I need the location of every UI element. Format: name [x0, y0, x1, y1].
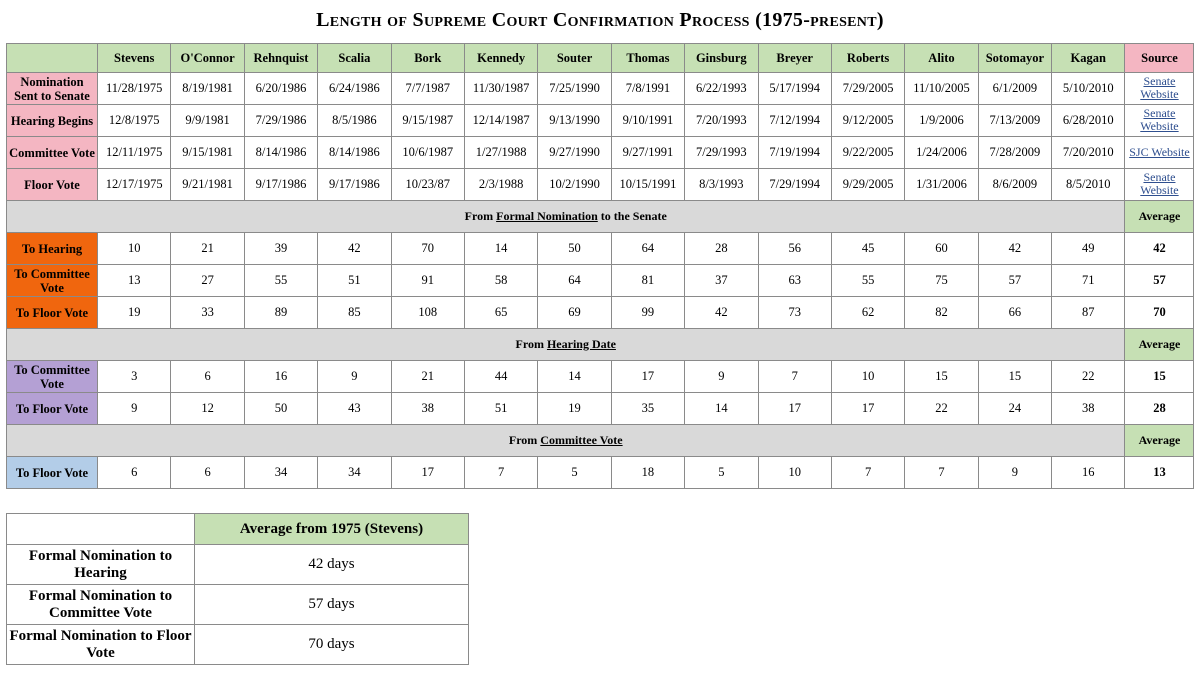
- date-cell: 9/27/1991: [611, 137, 684, 169]
- date-cell: 11/30/1987: [464, 73, 537, 105]
- date-row-label: Nomination Sent to Senate: [7, 73, 98, 105]
- justice-header: Rehnquist: [244, 44, 317, 73]
- day-count-cell: 55: [244, 265, 317, 297]
- justice-header: Thomas: [611, 44, 684, 73]
- day-count-cell: 27: [171, 265, 244, 297]
- date-cell: 6/1/2009: [978, 73, 1051, 105]
- day-count-cell: 34: [318, 457, 391, 489]
- date-cell: 7/8/1991: [611, 73, 684, 105]
- day-count-cell: 6: [98, 457, 171, 489]
- date-cell: 9/17/1986: [244, 169, 317, 201]
- section-from: From: [464, 209, 494, 223]
- page-title: Length of Supreme Court Confirmation Process (1975-present): [316, 9, 884, 31]
- summary-label: Formal Nomination to Committee Vote: [7, 585, 195, 625]
- date-row-label: Floor Vote: [7, 169, 98, 201]
- date-cell: 10/23/87: [391, 169, 464, 201]
- date-cell: 9/21/1981: [171, 169, 244, 201]
- source-cell: [1125, 137, 1194, 169]
- date-cell: 10/6/1987: [391, 137, 464, 169]
- summary-value: 70 days: [195, 625, 469, 665]
- day-count-cell: 22: [1052, 361, 1125, 393]
- date-cell: 8/14/1986: [244, 137, 317, 169]
- day-count-cell: 10: [831, 361, 904, 393]
- day-count-cell: 38: [1052, 393, 1125, 425]
- summary-value: 42 days: [195, 545, 469, 585]
- day-count-cell: 64: [611, 233, 684, 265]
- day-count-cell: 24: [978, 393, 1051, 425]
- date-cell: 9/17/1986: [318, 169, 391, 201]
- date-row-label: Hearing Begins: [7, 105, 98, 137]
- day-count-cell: 14: [538, 361, 611, 393]
- date-cell: 9/9/1981: [171, 105, 244, 137]
- interval-label: To Floor Vote: [7, 297, 98, 329]
- day-count-cell: 91: [391, 265, 464, 297]
- day-count-cell: 17: [831, 393, 904, 425]
- justice-header: Stevens: [98, 44, 171, 73]
- day-count-cell: 34: [244, 457, 317, 489]
- day-count-cell: 82: [905, 297, 978, 329]
- interval-label: To Floor Vote: [7, 393, 98, 425]
- day-count-cell: 38: [391, 393, 464, 425]
- average-cell: 28: [1125, 393, 1194, 425]
- day-count-cell: 3: [98, 361, 171, 393]
- date-cell: 7/29/1993: [685, 137, 758, 169]
- day-count-cell: 75: [905, 265, 978, 297]
- day-count-cell: 63: [758, 265, 831, 297]
- average-cell: 13: [1125, 457, 1194, 489]
- day-count-cell: 10: [758, 457, 831, 489]
- day-count-cell: 71: [1052, 265, 1125, 297]
- day-count-cell: 10: [98, 233, 171, 265]
- date-cell: 7/20/2010: [1052, 137, 1125, 169]
- section-header: [7, 329, 1125, 361]
- date-cell: 8/14/1986: [318, 137, 391, 169]
- date-cell: 9/15/1981: [171, 137, 244, 169]
- date-cell: 11/28/1975: [98, 73, 171, 105]
- day-count-cell: 18: [611, 457, 684, 489]
- day-count-cell: 85: [318, 297, 391, 329]
- date-cell: 7/12/1994: [758, 105, 831, 137]
- average-cell: 15: [1125, 361, 1194, 393]
- day-count-cell: 15: [978, 361, 1051, 393]
- day-count-cell: 51: [318, 265, 391, 297]
- average-cell: 42: [1125, 233, 1194, 265]
- day-count-cell: 12: [171, 393, 244, 425]
- day-count-cell: 7: [831, 457, 904, 489]
- justice-header: O'Connor: [171, 44, 244, 73]
- date-cell: 9/29/2005: [831, 169, 904, 201]
- justice-header: Souter: [538, 44, 611, 73]
- section-link: Committee Vote: [540, 433, 623, 447]
- date-cell: 2/3/1988: [464, 169, 537, 201]
- date-cell: 1/27/1988: [464, 137, 537, 169]
- day-count-cell: 16: [244, 361, 317, 393]
- date-cell: 7/29/1986: [244, 105, 317, 137]
- interval-label: To Hearing: [7, 233, 98, 265]
- section-from: From: [508, 433, 538, 447]
- day-count-cell: 22: [905, 393, 978, 425]
- source-link[interactable]: Senate Website: [1140, 170, 1179, 197]
- day-count-cell: 42: [978, 233, 1051, 265]
- summary-label: Formal Nomination to Floor Vote: [7, 625, 195, 665]
- date-cell: 6/24/1986: [318, 73, 391, 105]
- date-cell: 12/14/1987: [464, 105, 537, 137]
- day-count-cell: 43: [318, 393, 391, 425]
- source-link[interactable]: SJC Website: [1129, 145, 1190, 159]
- day-count-cell: 49: [1052, 233, 1125, 265]
- day-count-cell: 19: [98, 297, 171, 329]
- day-count-cell: 13: [98, 265, 171, 297]
- day-count-cell: 108: [391, 297, 464, 329]
- day-count-cell: 57: [978, 265, 1051, 297]
- day-count-cell: 5: [685, 457, 758, 489]
- day-count-cell: 15: [905, 361, 978, 393]
- date-cell: 6/28/2010: [1052, 105, 1125, 137]
- day-count-cell: 99: [611, 297, 684, 329]
- date-cell: 6/20/1986: [244, 73, 317, 105]
- day-count-cell: 87: [1052, 297, 1125, 329]
- justice-header: Breyer: [758, 44, 831, 73]
- day-count-cell: 9: [685, 361, 758, 393]
- date-cell: 7/13/2009: [978, 105, 1051, 137]
- date-cell: 7/19/1994: [758, 137, 831, 169]
- day-count-cell: 19: [538, 393, 611, 425]
- date-cell: 7/25/1990: [538, 73, 611, 105]
- date-cell: 9/22/2005: [831, 137, 904, 169]
- justice-header: Scalia: [318, 44, 391, 73]
- day-count-cell: 17: [611, 361, 684, 393]
- source-cell: [1125, 169, 1194, 201]
- justice-header: Alito: [905, 44, 978, 73]
- day-count-cell: 70: [391, 233, 464, 265]
- day-count-cell: 50: [538, 233, 611, 265]
- date-cell: 11/10/2005: [905, 73, 978, 105]
- day-count-cell: 17: [758, 393, 831, 425]
- date-cell: 12/8/1975: [98, 105, 171, 137]
- day-count-cell: 60: [905, 233, 978, 265]
- day-count-cell: 42: [318, 233, 391, 265]
- day-count-cell: 37: [685, 265, 758, 297]
- date-cell: 9/13/1990: [538, 105, 611, 137]
- date-cell: 8/3/1993: [685, 169, 758, 201]
- date-cell: 1/24/2006: [905, 137, 978, 169]
- section-from: From: [515, 337, 544, 351]
- day-count-cell: 65: [464, 297, 537, 329]
- date-cell: 8/5/2010: [1052, 169, 1125, 201]
- date-cell: 8/6/2009: [978, 169, 1051, 201]
- average-cell: 57: [1125, 265, 1194, 297]
- average-header: Average: [1125, 201, 1194, 233]
- day-count-cell: 50: [244, 393, 317, 425]
- day-count-cell: 66: [978, 297, 1051, 329]
- day-count-cell: 14: [464, 233, 537, 265]
- average-cell: 70: [1125, 297, 1194, 329]
- date-cell: 1/9/2006: [905, 105, 978, 137]
- day-count-cell: 16: [1052, 457, 1125, 489]
- day-count-cell: 9: [978, 457, 1051, 489]
- summary-header: Average from 1975 (Stevens): [195, 514, 469, 545]
- summary-table: [6, 513, 469, 665]
- date-cell: 9/15/1987: [391, 105, 464, 137]
- source-link[interactable]: Senate Website: [1140, 106, 1179, 133]
- justice-header: Ginsburg: [685, 44, 758, 73]
- date-row-label: Committee Vote: [7, 137, 98, 169]
- date-cell: 10/15/1991: [611, 169, 684, 201]
- justice-header: Roberts: [831, 44, 904, 73]
- source-header: Source: [1125, 44, 1194, 73]
- section-suffix: to the Senate: [600, 209, 667, 223]
- date-cell: 12/11/1975: [98, 137, 171, 169]
- day-count-cell: 39: [244, 233, 317, 265]
- interval-label: To Committee Vote: [7, 361, 98, 393]
- day-count-cell: 81: [611, 265, 684, 297]
- day-count-cell: 69: [538, 297, 611, 329]
- summary-label: Formal Nomination to Hearing: [7, 545, 195, 585]
- interval-label: To Floor Vote: [7, 457, 98, 489]
- day-count-cell: 64: [538, 265, 611, 297]
- date-cell: 10/2/1990: [538, 169, 611, 201]
- day-count-cell: 42: [685, 297, 758, 329]
- day-count-cell: 6: [171, 361, 244, 393]
- day-count-cell: 45: [831, 233, 904, 265]
- day-count-cell: 9: [318, 361, 391, 393]
- date-cell: 8/19/1981: [171, 73, 244, 105]
- day-count-cell: 9: [98, 393, 171, 425]
- day-count-cell: 62: [831, 297, 904, 329]
- date-cell: 12/17/1975: [98, 169, 171, 201]
- justice-header: Kagan: [1052, 44, 1125, 73]
- section-link: Hearing Date: [546, 337, 616, 351]
- source-cell: [1125, 105, 1194, 137]
- date-cell: 9/10/1991: [611, 105, 684, 137]
- date-cell: 7/20/1993: [685, 105, 758, 137]
- date-cell: 9/12/2005: [831, 105, 904, 137]
- date-cell: 1/31/2006: [905, 169, 978, 201]
- day-count-cell: 7: [905, 457, 978, 489]
- justice-header: Bork: [391, 44, 464, 73]
- source-link[interactable]: Senate Website: [1140, 74, 1179, 101]
- justice-header: Kennedy: [464, 44, 537, 73]
- day-count-cell: 89: [244, 297, 317, 329]
- summary-value: 57 days: [195, 585, 469, 625]
- day-count-cell: 21: [391, 361, 464, 393]
- day-count-cell: 21: [171, 233, 244, 265]
- source-cell: [1125, 73, 1194, 105]
- day-count-cell: 28: [685, 233, 758, 265]
- day-count-cell: 73: [758, 297, 831, 329]
- average-header: Average: [1125, 329, 1194, 361]
- day-count-cell: 55: [831, 265, 904, 297]
- date-cell: 6/22/1993: [685, 73, 758, 105]
- corner-cell: [7, 44, 98, 73]
- day-count-cell: 7: [464, 457, 537, 489]
- day-count-cell: 17: [391, 457, 464, 489]
- day-count-cell: 51: [464, 393, 537, 425]
- section-header: [7, 425, 1125, 457]
- date-cell: 7/29/2005: [831, 73, 904, 105]
- date-cell: 8/5/1986: [318, 105, 391, 137]
- confirmation-table: [6, 43, 1194, 489]
- date-cell: 7/28/2009: [978, 137, 1051, 169]
- day-count-cell: 33: [171, 297, 244, 329]
- day-count-cell: 7: [758, 361, 831, 393]
- day-count-cell: 58: [464, 265, 537, 297]
- day-count-cell: 56: [758, 233, 831, 265]
- day-count-cell: 5: [538, 457, 611, 489]
- date-cell: 7/29/1994: [758, 169, 831, 201]
- day-count-cell: 44: [464, 361, 537, 393]
- section-header: [7, 201, 1125, 233]
- interval-label: To Committee Vote: [7, 265, 98, 297]
- summary-corner: [7, 514, 195, 545]
- day-count-cell: 6: [171, 457, 244, 489]
- date-cell: 5/17/1994: [758, 73, 831, 105]
- date-cell: 7/7/1987: [391, 73, 464, 105]
- section-link: Formal Nomination: [496, 209, 598, 223]
- day-count-cell: 35: [611, 393, 684, 425]
- average-header: Average: [1125, 425, 1194, 457]
- date-cell: 5/10/2010: [1052, 73, 1125, 105]
- day-count-cell: 14: [685, 393, 758, 425]
- justice-header: Sotomayor: [978, 44, 1051, 73]
- date-cell: 9/27/1990: [538, 137, 611, 169]
